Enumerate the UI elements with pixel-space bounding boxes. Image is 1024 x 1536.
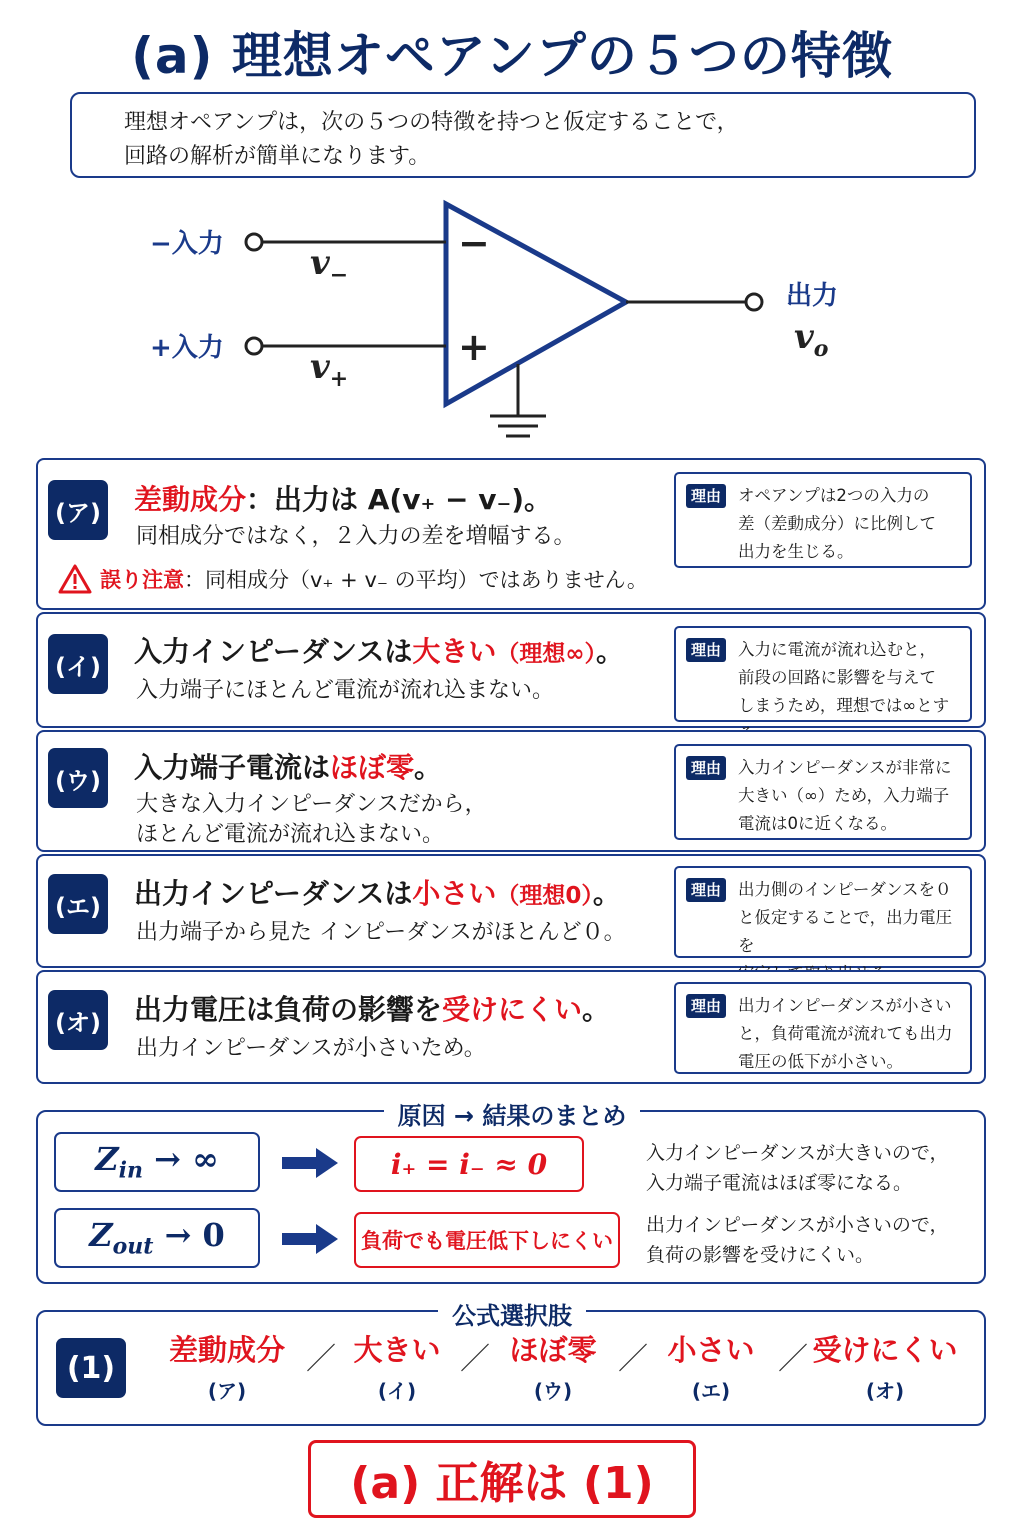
choice-separator: ／ xyxy=(306,1342,336,1377)
warning-icon xyxy=(58,564,92,594)
reason-line: 電圧の低下が小さい。 xyxy=(738,1052,903,1071)
reason-line: 差（差動成分）に比例して xyxy=(738,514,936,533)
cause-symbol: Z xyxy=(95,1140,119,1179)
cause-subscript: in xyxy=(118,1157,143,1184)
summary-explanation-line: 入力端子電流はほぼ零になる。 xyxy=(646,1172,913,1194)
feature-keyword: 受けにくい xyxy=(442,993,583,1026)
plus-input-terminal xyxy=(246,338,262,354)
output-label: 出力 xyxy=(786,281,839,311)
result-formula: i₊ = i₋ ≈ 0 xyxy=(390,1147,548,1181)
minus-input-label: −入力 xyxy=(150,229,224,259)
reason-box xyxy=(674,626,972,722)
page-title: (a) 理想オペアンプの５つの特徴 xyxy=(131,27,893,85)
reason-box xyxy=(674,982,972,1074)
choice-word: 大きい xyxy=(353,1333,441,1367)
choice-word: 差動成分 xyxy=(168,1333,285,1367)
reason-box xyxy=(674,744,972,840)
caution-text: ：同相成分（v₊ + v₋ の平均）ではありません。 xyxy=(184,568,648,592)
reason-tag: 理由 xyxy=(686,638,726,662)
v-plus-symbol: v xyxy=(310,347,330,387)
choice-option xyxy=(500,1328,606,1404)
right-arrow-icon xyxy=(282,1224,338,1254)
feature-description: 同相成分ではなく，２入力の差を増幅する。 xyxy=(136,524,576,549)
reason-tag: 理由 xyxy=(686,994,726,1018)
right-arrow-icon xyxy=(282,1148,338,1178)
choice-key: (オ) xyxy=(865,1379,905,1403)
svg-text:vo xyxy=(794,317,828,362)
choice-word: 受けにくい xyxy=(812,1333,958,1367)
choice-key: (ア) xyxy=(207,1379,247,1403)
svg-text:v− xyxy=(310,243,348,288)
caution-note xyxy=(58,564,648,594)
feature-heading-start: 出力インピーダンスは xyxy=(134,877,413,910)
summary-explanation-line: 入力インピーダンスが大きいので， xyxy=(646,1142,949,1164)
v-out-subscript: o xyxy=(813,336,829,362)
feature-card-o xyxy=(36,970,986,1084)
feature-card-a xyxy=(36,458,986,610)
feature-heading-start: 出力電圧は負荷の影響を xyxy=(134,993,443,1026)
reason-line: と仮定することで，出力電圧を xyxy=(738,908,953,955)
feature-description: 出力端子から見た インピーダンスがほとんど０。 xyxy=(136,920,626,945)
reason-line: 大きい（∞）ため，入力端子 xyxy=(738,786,950,805)
reason-line: しまうため，理想では∞とす xyxy=(738,696,950,715)
feature-card-i xyxy=(36,612,986,728)
feature-heading xyxy=(134,630,624,670)
reason-line: 入力に電流が流れ込むと， xyxy=(738,640,936,659)
cause-input-impedance xyxy=(54,1132,260,1192)
feature-badge: (オ) xyxy=(48,990,108,1050)
v-out-symbol: v xyxy=(794,317,814,357)
caution-label: 誤り注意 xyxy=(100,568,184,592)
feature-heading-end: 。 xyxy=(582,993,611,1026)
opamp-diagram xyxy=(0,190,1024,450)
feature-keyword: 小さい xyxy=(412,877,497,910)
choice-option xyxy=(344,1328,450,1404)
intro-line-2: 回路の解析が簡単になります。 xyxy=(124,144,431,169)
feature-heading xyxy=(134,478,552,518)
choice-option xyxy=(656,1328,766,1404)
choice-word: 小さい xyxy=(667,1333,755,1367)
reason-tag: 理由 xyxy=(686,756,726,780)
choice-separator: ／ xyxy=(618,1342,648,1377)
feature-description: 入力端子にほとんど電流が流れ込まない。 xyxy=(136,678,555,703)
feature-keyword: 差動成分 xyxy=(134,483,247,516)
choice-title-text: 公式選択肢 xyxy=(438,1302,586,1330)
reason-line: 出力インピーダンスが小さい xyxy=(738,996,952,1015)
feature-card-e xyxy=(36,854,986,968)
cause-value: → ∞ xyxy=(142,1140,219,1179)
feature-keyword-note: （理想0） xyxy=(496,883,593,909)
feature-heading-end: 。 xyxy=(592,877,621,910)
feature-card-u xyxy=(36,730,986,852)
feature-heading-rest: ：出力は A(v₊ − v₋)。 xyxy=(246,483,553,516)
choice-word: ほぼ零 xyxy=(509,1333,597,1367)
feature-badge: (ウ) xyxy=(48,748,108,808)
choice-separator: ／ xyxy=(460,1342,490,1377)
summary-title-text: 原因 → 結果のまとめ xyxy=(384,1102,641,1130)
reason-line: 入力インピーダンスが非常に xyxy=(738,758,952,777)
result-text: 負荷でも電圧低下しにくい xyxy=(361,1229,613,1253)
feature-heading-start: 入力インピーダンスは xyxy=(134,635,413,668)
result-input-current xyxy=(354,1136,584,1192)
summary-explanation-line: 出力インピーダンスが小さいので， xyxy=(646,1214,949,1236)
feature-heading xyxy=(134,872,621,912)
reason-line: 電流は0に近くなる。 xyxy=(738,814,897,833)
choice-badge: (1) xyxy=(56,1338,126,1398)
output-terminal xyxy=(746,294,762,310)
choice-option xyxy=(160,1328,294,1404)
feature-heading xyxy=(134,746,442,786)
feature-description-line: 大きな入力インピーダンスだから， xyxy=(136,792,487,817)
answer-box: (a) 正解は (1) xyxy=(308,1440,696,1518)
opamp-plus-sign: + xyxy=(458,325,490,369)
reason-line: 出力側のインピーダンスを０ xyxy=(738,880,952,899)
reason-box xyxy=(674,866,972,958)
reason-tag: 理由 xyxy=(686,484,726,508)
choice-option xyxy=(812,1328,958,1404)
summary-explanation xyxy=(646,1210,948,1270)
choice-title xyxy=(0,1296,1024,1331)
reason-line: オペアンプは2つの入力の xyxy=(738,486,930,505)
choice-key: (イ) xyxy=(377,1379,417,1403)
opamp-minus-sign: − xyxy=(458,221,490,265)
feature-description-line: ほとんど電流が流れ込まない。 xyxy=(136,822,445,847)
summary-title xyxy=(0,1096,1024,1131)
reason-tag: 理由 xyxy=(686,878,726,902)
reason-line: と，負荷電流が流れても出力 xyxy=(738,1024,953,1043)
cause-value: → 0 xyxy=(153,1216,225,1255)
reason-line: 出力を生じる。 xyxy=(738,542,854,561)
feature-badge: (ア) xyxy=(48,480,108,540)
result-load-voltage xyxy=(354,1212,620,1268)
cause-output-impedance xyxy=(54,1208,260,1268)
intro-line-1: 理想オペアンプは，次の５つの特徴を持つと仮定することで， xyxy=(124,110,739,135)
feature-heading-end: 。 xyxy=(596,635,625,668)
feature-description xyxy=(136,790,487,850)
choice-separator: ／ xyxy=(778,1342,808,1377)
minus-input-terminal xyxy=(246,234,262,250)
v-plus-subscript: + xyxy=(329,366,349,392)
summary-explanation xyxy=(646,1138,948,1198)
cause-symbol: Z xyxy=(89,1216,113,1255)
intro-box xyxy=(70,92,976,178)
svg-text:v+ xyxy=(310,347,348,392)
feature-keyword-note: （理想∞） xyxy=(496,641,597,667)
feature-description: 出力インピーダンスが小さいため。 xyxy=(136,1036,486,1061)
cause-subscript: out xyxy=(112,1233,154,1260)
feature-heading-end: 。 xyxy=(414,751,443,784)
feature-badge: (エ) xyxy=(48,874,108,934)
reason-box xyxy=(674,472,972,568)
plus-input-label: +入力 xyxy=(150,333,224,363)
summary-explanation-line: 負荷の影響を受けにくい。 xyxy=(646,1244,875,1266)
feature-keyword: 大きい xyxy=(412,635,497,668)
feature-heading xyxy=(134,988,610,1028)
v-minus-symbol: v xyxy=(310,243,330,283)
choice-key: (ウ) xyxy=(533,1379,573,1403)
feature-badge: (イ) xyxy=(48,634,108,694)
v-minus-subscript: − xyxy=(329,262,349,288)
choice-key: (エ) xyxy=(691,1379,731,1403)
feature-heading-start: 入力端子電流は xyxy=(134,751,331,784)
feature-keyword: ほぼ零 xyxy=(330,751,415,784)
reason-line: 前段の回路に影響を与えて xyxy=(738,668,936,687)
